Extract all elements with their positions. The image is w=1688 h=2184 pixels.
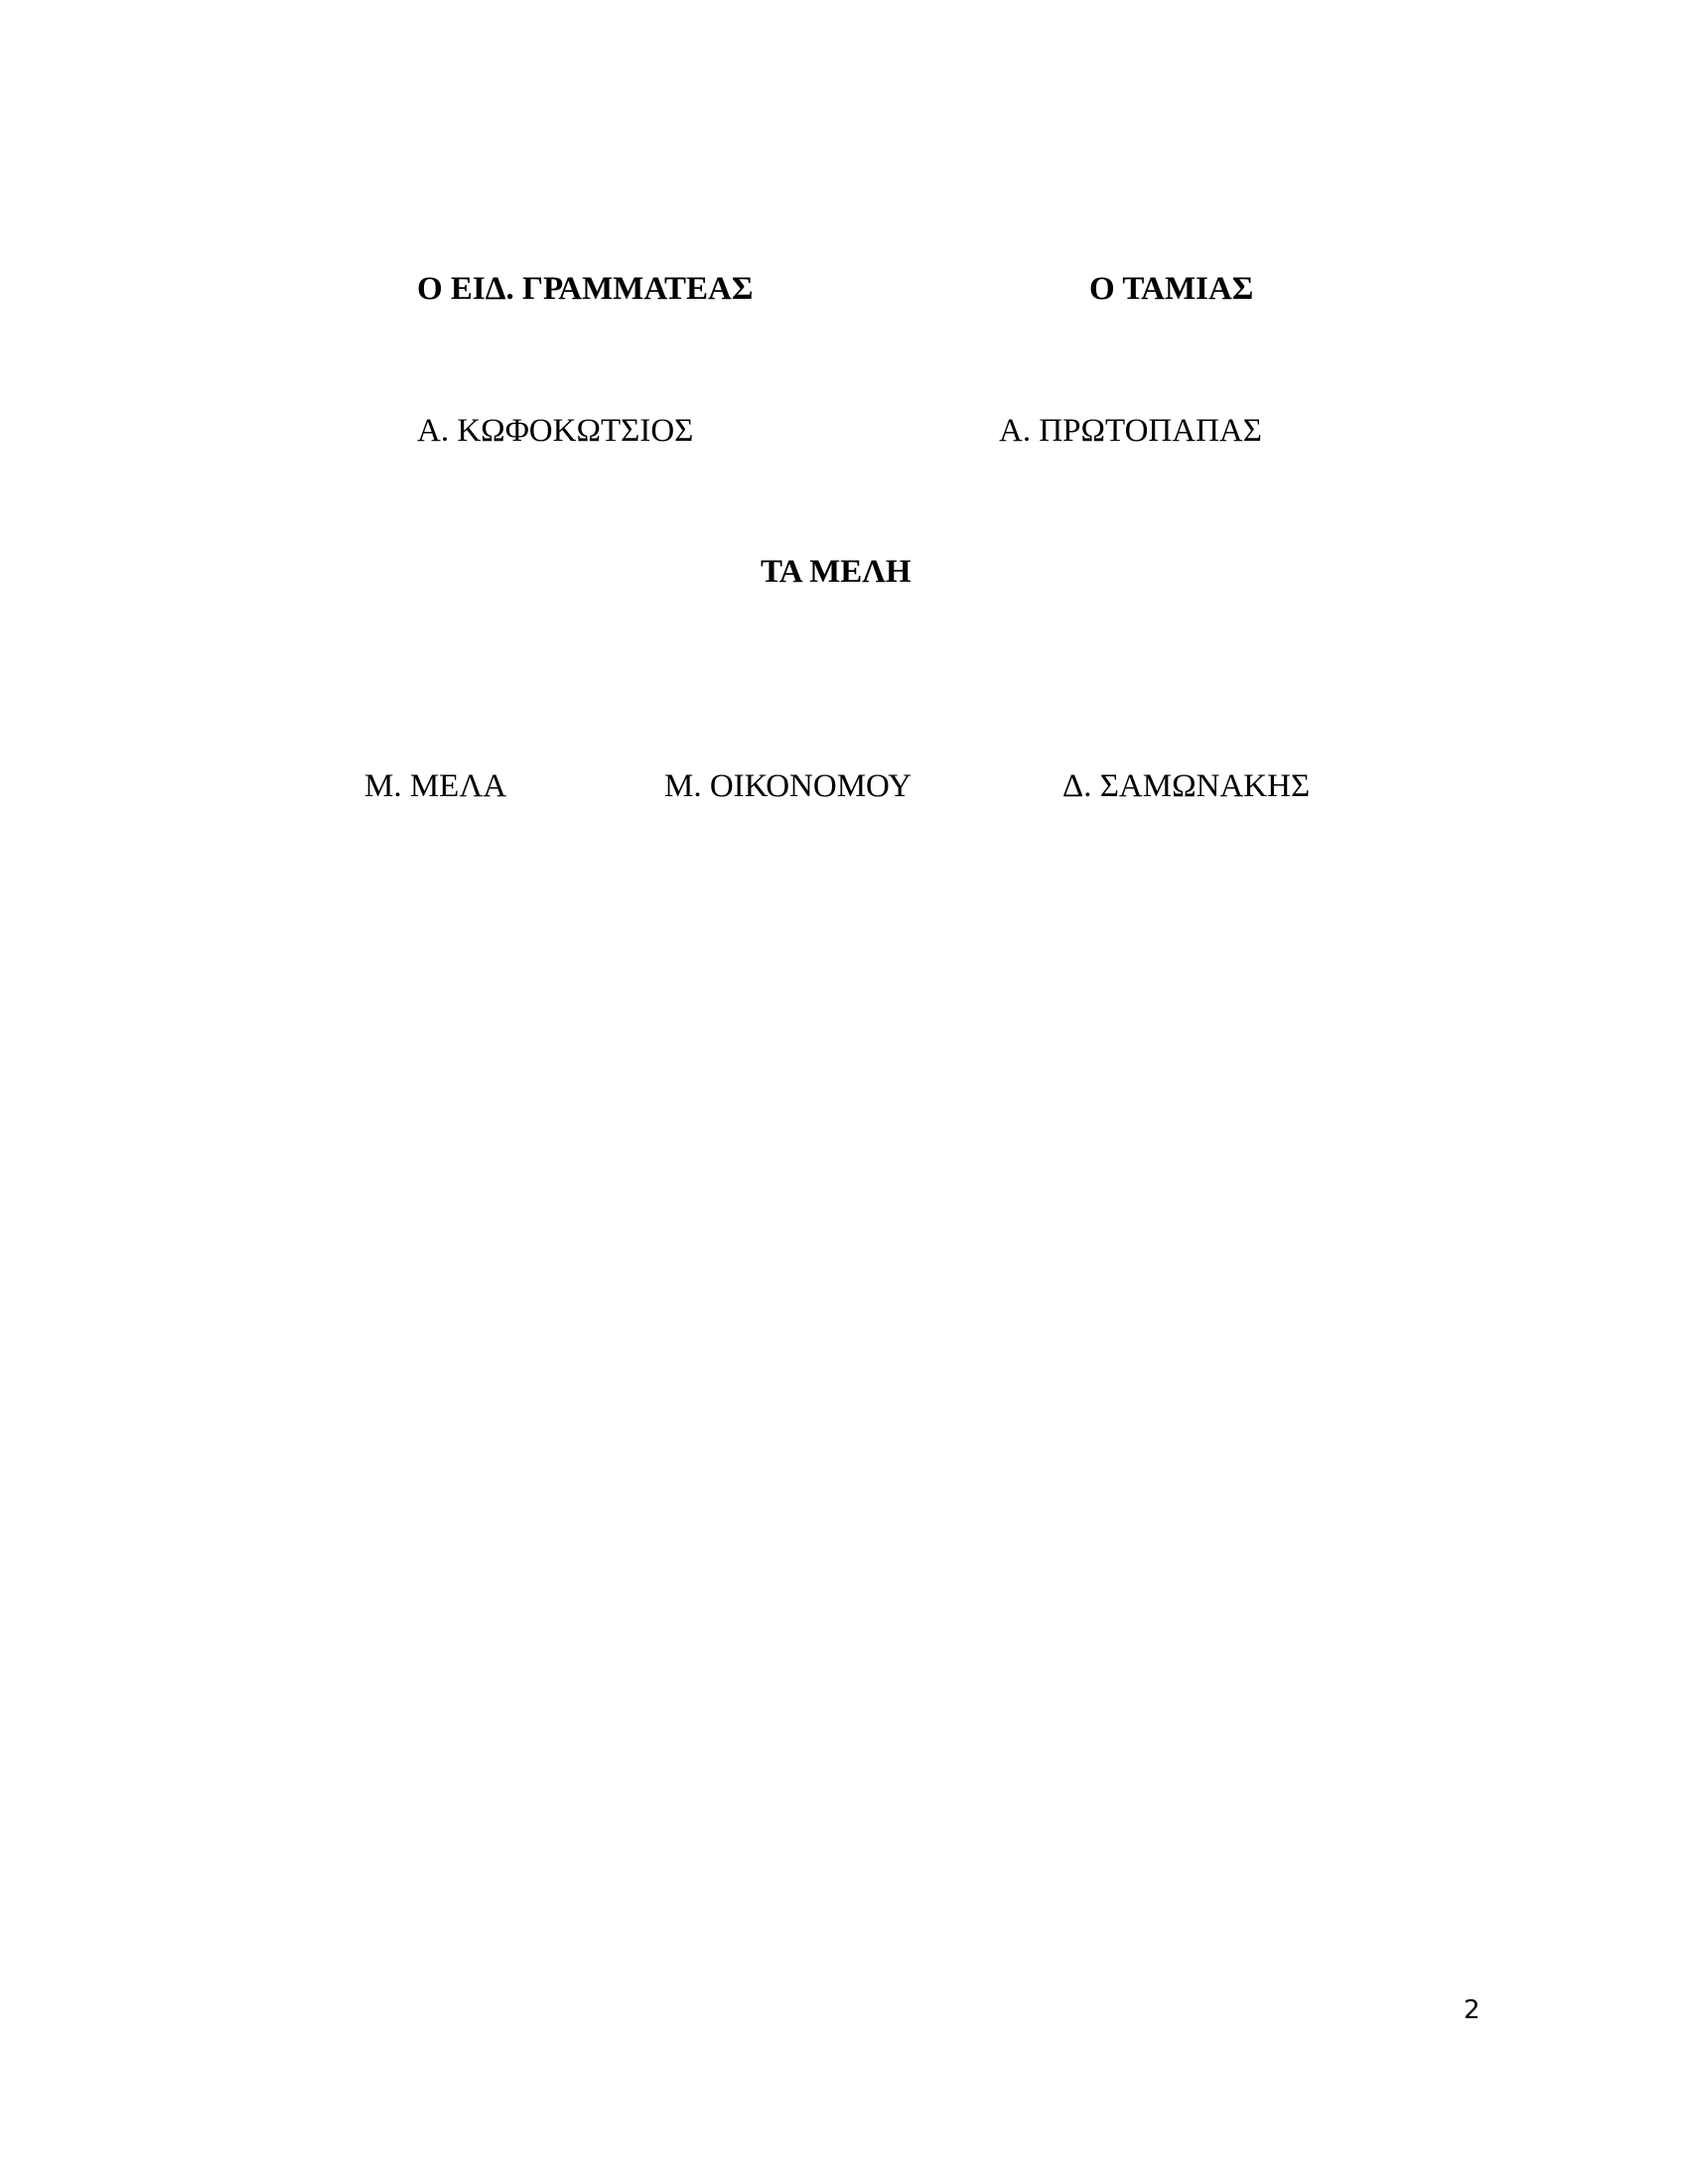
member-name: Δ. ΣΑΜΩΝΑΚΗΣ <box>1062 768 1311 804</box>
secretary-name: Α. ΚΩΦΟΚΩΤΣΙΟΣ <box>417 413 694 449</box>
member-name: Μ. ΜΕΛΑ <box>364 768 507 804</box>
members-title: ΤΑ ΜΕΛΗ <box>761 554 912 590</box>
member-name: Μ. ΟΙΚΟΝΟΜΟΥ <box>664 768 913 804</box>
treasurer-title: Ο ΤΑΜΙΑΣ <box>1089 271 1254 307</box>
secretary-title: Ο ΕΙΔ. ΓΡΑΜΜΑΤΕΑΣ <box>417 271 754 307</box>
treasurer-name: Α. ΠΡΩΤΟΠΑΠΑΣ <box>999 413 1262 449</box>
page-number: 2 <box>1464 1995 1480 2025</box>
